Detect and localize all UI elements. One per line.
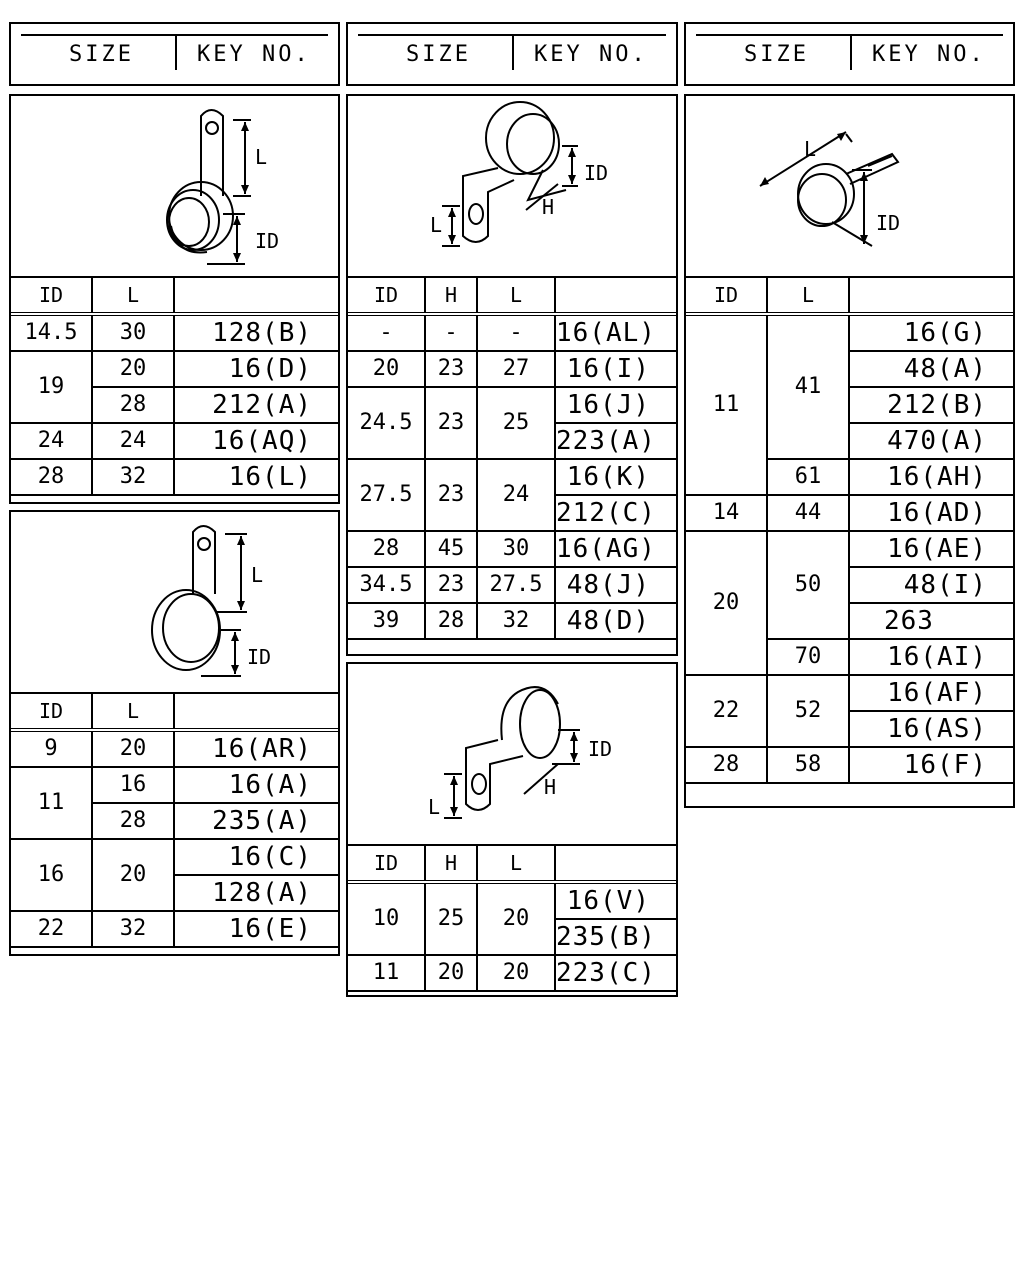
size-cell: [555, 277, 677, 314]
size-cell: 20: [92, 351, 174, 387]
size-cell: 25: [425, 882, 477, 955]
dim-l-label: L: [251, 563, 264, 587]
size-cell: 28: [92, 387, 174, 423]
key-no-cell: 16(AQ): [174, 423, 339, 459]
key-no-cell: 16(AG): [555, 531, 677, 567]
size-cell: 61: [767, 459, 849, 495]
size-cell: 20: [477, 955, 555, 991]
table-row: [10, 839, 339, 875]
key-no-cell: 223(A): [555, 423, 677, 459]
key-no-cell: 48(J): [555, 567, 677, 603]
key-no-cell: 16(L): [174, 459, 339, 495]
size-cell: 50: [767, 531, 849, 639]
table-row: [10, 911, 339, 947]
size-cell: 23: [425, 567, 477, 603]
col-id: ID: [10, 277, 92, 314]
size-cell: 27.5: [477, 567, 555, 603]
table-row: [10, 730, 339, 767]
size-cell: 14: [685, 495, 767, 531]
size-cell: 20: [477, 882, 555, 955]
size-cell: 27.5: [347, 459, 425, 531]
clamp-drawing-2: [11, 512, 338, 694]
size-cell: [849, 277, 1014, 314]
clamp-panel-2: [9, 510, 340, 956]
clamp-panel-5: [684, 94, 1015, 808]
size-cell: 22: [10, 911, 92, 947]
size-cell: 30: [477, 531, 555, 567]
clamp-drawing-5: [686, 96, 1013, 278]
size-cell: 11: [685, 314, 767, 495]
clamp-drawing-1: [11, 96, 338, 278]
clamp-table-4: [346, 844, 678, 992]
table-row: [10, 314, 339, 351]
size-cell: 20: [92, 839, 174, 911]
table-row: [10, 423, 339, 459]
table-row: [347, 387, 677, 423]
table-row: [685, 675, 1014, 711]
clamp-table-5: [684, 276, 1015, 784]
key-no-cell: 212(C): [555, 495, 677, 531]
key-no-cell: 263: [849, 603, 1014, 639]
size-cell: 24: [92, 423, 174, 459]
col-l: L: [767, 277, 849, 314]
table-row: [347, 314, 677, 351]
size-cell: 70: [767, 639, 849, 675]
size-key-header-1: [9, 22, 340, 86]
col-h: H: [425, 845, 477, 882]
key-no-cell: 16(C): [174, 839, 339, 875]
size-cell: 45: [425, 531, 477, 567]
size-cell: 32: [477, 603, 555, 639]
size-cell: 28: [685, 747, 767, 783]
dim-l-label: L: [430, 213, 443, 237]
size-cell: 16: [10, 839, 92, 911]
size-cell: 23: [425, 351, 477, 387]
size-cell: 30: [92, 314, 174, 351]
size-header: SIZE: [69, 42, 134, 67]
key-no-cell: 16(J): [555, 387, 677, 423]
size-cell: 20: [425, 955, 477, 991]
size-cell: 39: [347, 603, 425, 639]
key-no-cell: 16(V): [555, 882, 677, 919]
table-row: [347, 531, 677, 567]
col-id: ID: [347, 277, 425, 314]
table-row: [347, 955, 677, 991]
key-no-cell: 16(AF): [849, 675, 1014, 711]
col-id: ID: [685, 277, 767, 314]
size-cell: 20: [347, 351, 425, 387]
size-cell: 24: [10, 423, 92, 459]
col-l: L: [92, 693, 174, 730]
clamp-table-2: [9, 692, 340, 948]
size-cell: [174, 693, 339, 730]
size-cell: [555, 845, 677, 882]
size-cell: [174, 277, 339, 314]
size-cell: 22: [685, 675, 767, 747]
size-cell: -: [425, 314, 477, 351]
clamp-panel-3: [346, 94, 678, 656]
key-no-cell: 16(D): [174, 351, 339, 387]
key-no-cell: 16(F): [849, 747, 1014, 783]
size-cell: 14.5: [10, 314, 92, 351]
size-cell: 16: [92, 767, 174, 803]
key-no-cell: 16(AL): [555, 314, 677, 351]
clamp-panel-1: [9, 94, 340, 504]
table-row: [347, 351, 677, 387]
clamp-drawing-3: [348, 96, 676, 278]
dim-id-label: ID: [255, 229, 280, 253]
key-no-cell: 235(A): [174, 803, 339, 839]
size-cell: 28: [425, 603, 477, 639]
size-cell: 25: [477, 387, 555, 459]
size-cell: 11: [347, 955, 425, 991]
size-cell: 11: [10, 767, 92, 839]
size-cell: 34.5: [347, 567, 425, 603]
size-cell: 10: [347, 882, 425, 955]
clamp-drawing-4: [348, 664, 676, 846]
size-cell: -: [477, 314, 555, 351]
size-key-header-3: [684, 22, 1015, 86]
size-cell: 52: [767, 675, 849, 747]
dim-h-label: H: [544, 775, 557, 799]
col-l: L: [477, 845, 555, 882]
key-no-cell: 48(A): [849, 351, 1014, 387]
size-cell: 44: [767, 495, 849, 531]
dim-l-label: L: [428, 795, 441, 819]
key-no-cell: 16(K): [555, 459, 677, 495]
key-no-cell: 16(I): [555, 351, 677, 387]
size-cell: 28: [10, 459, 92, 495]
size-cell: 9: [10, 730, 92, 767]
size-cell: 27: [477, 351, 555, 387]
key-no-header: KEY NO.: [872, 42, 986, 67]
size-cell: -: [347, 314, 425, 351]
col-l: L: [92, 277, 174, 314]
size-cell: 58: [767, 747, 849, 783]
dim-l-label: L: [255, 145, 268, 169]
size-cell: 23: [425, 387, 477, 459]
size-cell: 28: [92, 803, 174, 839]
key-no-cell: 128(A): [174, 875, 339, 911]
key-no-cell: 128(B): [174, 314, 339, 351]
key-no-cell: 48(I): [849, 567, 1014, 603]
size-cell: 24.5: [347, 387, 425, 459]
key-no-header: KEY NO.: [197, 42, 311, 67]
table-row: [10, 351, 339, 387]
table-row: [347, 459, 677, 495]
key-no-cell: 16(AE): [849, 531, 1014, 567]
size-cell: 20: [92, 730, 174, 767]
key-no-cell: 48(D): [555, 603, 677, 639]
clamp-table-1: [9, 276, 340, 496]
key-no-header: KEY NO.: [534, 42, 648, 67]
table-row: [685, 314, 1014, 351]
size-header: SIZE: [744, 42, 809, 67]
size-cell: 32: [92, 911, 174, 947]
key-no-cell: 212(A): [174, 387, 339, 423]
key-no-cell: 16(AR): [174, 730, 339, 767]
table-row: [10, 459, 339, 495]
key-no-cell: 212(B): [849, 387, 1014, 423]
table-row: [347, 567, 677, 603]
key-no-cell: 16(AS): [849, 711, 1014, 747]
key-no-cell: 16(AD): [849, 495, 1014, 531]
key-no-cell: 470(A): [849, 423, 1014, 459]
table-row: [685, 531, 1014, 567]
clamp-panel-4: [346, 662, 678, 997]
size-header: SIZE: [406, 42, 471, 67]
key-no-cell: 16(G): [849, 314, 1014, 351]
col-id: ID: [10, 693, 92, 730]
key-no-cell: 16(AH): [849, 459, 1014, 495]
key-no-cell: 223(C): [555, 955, 677, 991]
col-id: ID: [347, 845, 425, 882]
dim-id-label: ID: [247, 645, 272, 669]
size-cell: 24: [477, 459, 555, 531]
size-key-header-2: [346, 22, 678, 86]
key-no-cell: 16(A): [174, 767, 339, 803]
col-h: H: [425, 277, 477, 314]
dim-id-label: ID: [588, 737, 613, 761]
key-no-cell: 16(AI): [849, 639, 1014, 675]
key-no-cell: 16(E): [174, 911, 339, 947]
size-cell: 19: [10, 351, 92, 423]
dim-id-label: ID: [584, 161, 609, 185]
size-cell: 41: [767, 314, 849, 459]
dim-id-label: ID: [876, 211, 901, 235]
table-row: [685, 495, 1014, 531]
col-l: L: [477, 277, 555, 314]
size-cell: 20: [685, 531, 767, 675]
table-row: [685, 747, 1014, 783]
dim-l-label: L: [804, 137, 817, 161]
key-no-cell: 235(B): [555, 919, 677, 955]
size-cell: 28: [347, 531, 425, 567]
table-row: [347, 603, 677, 639]
table-row: [347, 882, 677, 919]
clamp-table-3: [346, 276, 678, 640]
dim-h-label: H: [542, 195, 555, 219]
size-cell: 32: [92, 459, 174, 495]
table-row: [10, 767, 339, 803]
size-cell: 23: [425, 459, 477, 531]
